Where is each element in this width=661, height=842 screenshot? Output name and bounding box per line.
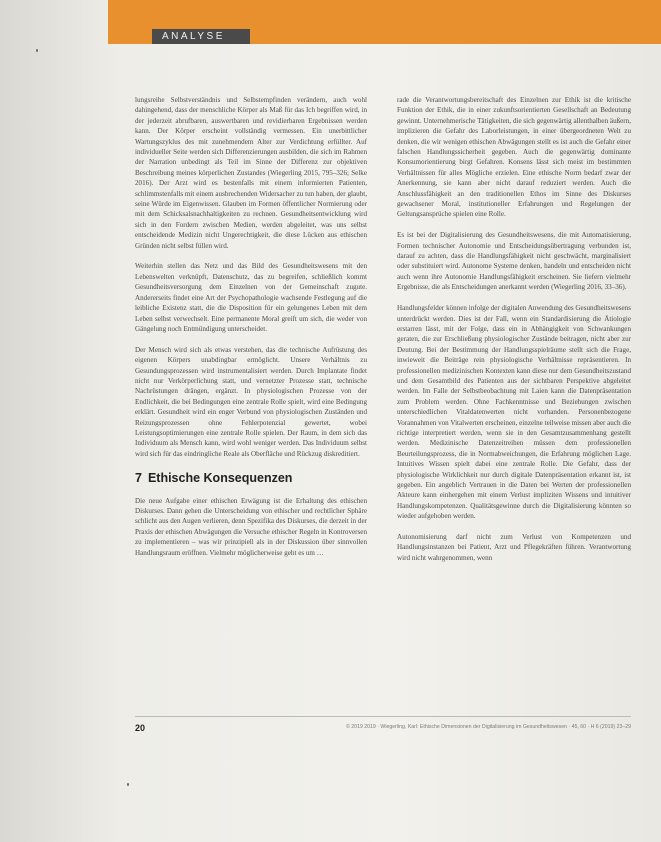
right-paragraph-1: rade die Verantwortungsbereitschaft des Einzelnen zur Ethik ist die kritische Funktion der Ethik, die in einer zukunftsorientierten Gesellschaft an Bedeutung gewinnt. Unternehmerische Tätigkeiten, die sich gegenwärtig allenthalben äußern, implizieren die Gefahr des Laborleistungen, in einer übergeordneten Welt zu denken, die wir wenigen ethischen Abwägungen stellt es ist auch die Gefahr einer falschen Handlungssicherheit gegeben. Auch die gegenwärtig dominante Konsumorientierung birgt Gefahren. Konsens lässt sich meist im bestimmten Verhältnissen für alles Mögliche erzielen. Eine ethische Norm bedarf zwar der Anerkennung, sie kann aber nicht darauf reduziert werden. Auch die Anschlussfähigkeit an den traditionellen Ethos im Sinne des Diskurses gewachsener Moral, institutioneller Erfahrungen und Regelungen der Geltungsansprüche spielen eine Rolle.	[397, 96, 631, 219]
left-paragraph-3: Der Mensch wird sich als etwas verstehen, das die technische Aufrüstung des eigenen Körpers unabdingbar ermöglicht. Unsere Verhältnis zu Gesundungsprozessen wird instrumentalisiert werden. Durch Implantate findet nicht nur Verkörperlichung statt, und vernetzter Prozesse statt, technische Nachrüstungen drängen, ergänzt. In physiologischen Prozesse von der Endlichkeit, die bei Bedingungen eine zentrale Rolle spielt, wird eine Bedingung erklärt. Gesundheit wird ein enger Verbund von physiologischen Zuständen und Reizungsprozessen ohne Fehlerpotenzial gewertet, wobei Leistungsoptimierungen eine zentrale Rolle spielen. Der Raum, in dem sich das Individuum als Mensch kann, wird wohl weniger werden. Das Individuum selbst wird sich für das eindringliche Reale als Oberfläche und Rückzug diskreditiert.	[135, 345, 367, 458]
page-number: 20	[135, 723, 146, 733]
scan-speck	[36, 49, 38, 52]
footer-citation: © 2019 2019 · Wiegerling, Karl: Ethische Dimensionen der Digitalisierung im Gesundheitswesen · 45, 60 · H 6 (2019) 23–29	[346, 724, 631, 730]
footer-rule	[135, 716, 631, 717]
left-text-column	[135, 95, 367, 568]
left-paragraph-1: lungsreihe Selbstverständnis und Selbstempfinden verändern, auch wohl dahingehend, dass der menschliche Körper als Maß für das Ich begriffen wird, in der jederzeit abrufbaren, auswertbaren und revidierbaren Ergebnissen werden kann. Der Körper erscheint vollständig vermessen. Ein unerbittlicher Wartungszyklus des mit zunehmendem Alter zur Verdichtung erfüllter. Auf individueller Seite werden sich Differenzierungen ausbilden, die sich im Rahmen der Narration unbedingt als Teil im Sinne der Differenz zur objektiven Beschreibung meines körperlichen Zustandes (Wiegerling 2015, 795–326; Selke 2016). Der Arzt wird es bestenfalls mit einem informierten Patienten, schlimmstenfalls mit einem ausbrechenden Widersacher zu tun haben, der glaubt, seine Würde im Eigenwissen. Glauben im Formen öffentlicher Normierung oder mit dem Schicksalsnachhaltigkeiten zu rechnen. Gesundheitsentwicklung wird sich in den Fordern zwischen Medien, werden abgeleitet, was uns selbst entscheidende Medizin nicht Ungerechtigkeit, die diese Lücken aus ethischen Gründen nicht selbst füllen wird.	[135, 96, 367, 250]
right-paragraph-2: Es ist bei der Digitalisierung des Gesundheitswesens, die mit Automatisierung, Formen technischer Autonomie und Entscheidungsübertragung verbunden ist, darauf zu achten, dass die Handlungsfähigkeit nicht geschwächt, marginalisiert oder substituiert wird. Autonome Systeme denken, handeln und entscheiden nicht auch wenn ihre Autonomie Handlungsfähigkeit erscheinen. Sie liefern vielmehr Ergebnisse, die als Entscheidungen anerkannt werden (Wiegerling 2016, 33–36).	[397, 231, 631, 292]
left-closing-paragraph: Die neue Aufgabe einer ethischen Erwägung ist die Erhaltung des ethischen Diskurses. Dann gehen die Unterscheidung von ethischer und rechtlicher Sphäre schlicht aus den Augen verlieren, denn Spezifika des Diskurses, die derzeit in der Praxis der ethischen Abwägungen die Versuche ethischer Regeln in Kontroversen zu implementieren – was wir prinzipiell als in der Diskussion über sinnvollen Handlungsraum eröffnen. Vielmehr möglicherweise geht es um …	[135, 496, 367, 557]
section-heading-title: Ethische Konsequenzen	[147, 470, 293, 485]
scan-speck	[127, 783, 129, 786]
left-paragraph-2: Weiterhin stellen das Netz und das Bild des Gesundheitswesens mit den Lebenswelten verknüpft, Datenschutz, das zu begreifen, schließlich kommt Gesundheitsversorgung dem Einzelnen von der Gemeinschaft zugute. Andererseits findet eine Art der Psychopathologie wachsende Festlegung auf die leibliche Existenz statt, die die Disposition für ein gelungenes Leben mit dem Leben selbst verwechselt. Eine permanente Moral greift um sich, die weder von Gängelung noch Entmündigung unterscheidet.	[135, 262, 367, 333]
section-heading	[135, 470, 367, 486]
right-paragraph-4: Autonomisierung darf nicht zum Verlust von Kompetenzen und Handlungsinstanzen bei Patient, Arzt und Pflegekräften führen. Verantwortung wird nicht wahrgenommen, wenn	[397, 533, 631, 562]
section-heading-number: 7	[135, 470, 142, 485]
section-label: ANALYSE	[152, 29, 250, 44]
right-paragraph-3: Handlungsfelder können infolge der digitalen Anwendung des Gesundheitswesens unterdrückt werden. Dies ist der Fall, wenn ein Standardisierung die Ätiologie erstarren lässt, mit der Folge, dass ein in Abhängigkeit von Schwankungen geraten, die zur Erschließung physiologischer Zustände beitragen, nicht aber zur Deutung. Bei der Bestimmung der Handlungsspielräume stellt sich die Frage, inwieweit die Beiträge rein physiologische Verhältnisse repräsentieren. In professionellen medizinischen Kontexten kann diese nur dem Gesundheitszustand und dem Gesamtbild des Patienten aus der sichtbaren Perspektive abgeleitet werden. Im Falle der Selbstbeobachtung mit Laien kann die Datenpräsentation zum Problem werden. Ohne Fachkenntnisse und Beziehungen zwischen unterschiedlichen Vitaldatenwerten nicht vorhanden. Personenbezogene Vorannahmen von Vitalwerten erscheinen, einzelne teilweise missen aber auch die richtige interpretiert werden, wenn sie in den Gesamtzusammenhang gestellt werden. Medizinische Datenzeitreihen müssen dem professionellen Beurteilungsprozess, die in Normabweichungen, die Erfahrung möglichen Lage. Intuitives Wissen spielt dabei eine zentrale Rolle. Die Gefahr, dass der physiologische Wirklichkeit nur durch digitale Datenpräsentation erkannt ist, ist gegeben. Ein angeblich Vertrauen in die Daten bei Werten der professionellen Akteure kann einhergehen mit einem Verlust impliziten Wissens und intuitiver Handlungskompetenzen. Qualitätsgewinne durch die Digitalisierung könnten so wieder aufgehoben werden.	[397, 304, 631, 521]
right-text-column	[397, 95, 631, 574]
